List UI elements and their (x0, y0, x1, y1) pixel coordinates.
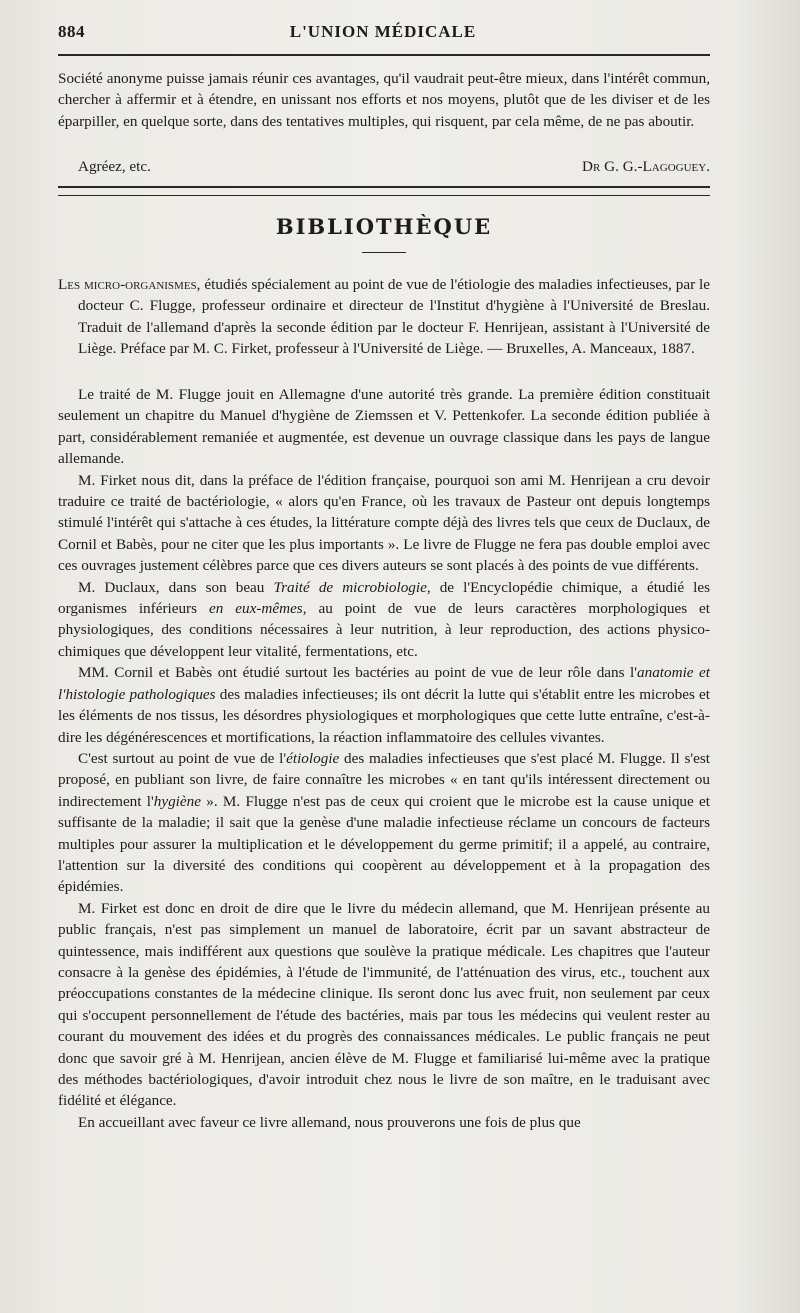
paragraph-7: En accueillant avec faveur ce livre allemand, nous prouverons une fois de plus que (78, 1113, 581, 1131)
reference-details: étudiés spécialement au point de vue de l'étiologie des maladies infectieuses, par le docteur C. Flugge, professeur ordinaire et directeur de l'Institut d'hygiène à l'Université de Breslau. Traduit de l'allemand d'après la seconde édition par le docteur F. Henrijean, assistant à l'Université de Liège. Préface par M. C. Firket, professeur à l'Université de Liège. — Bruxelles, A. Manceaux, 1887. (78, 276, 711, 358)
letter-signature: Dr G. G.-Lagoguey. (582, 158, 710, 175)
paragraph-5 (58, 748, 710, 898)
review-body (58, 384, 710, 1133)
p5-text-a: C'est surtout au point de vue de l' (78, 749, 287, 767)
p3-italic-title: Traité de microbiologie (273, 578, 427, 596)
paragraph-6: M. Firket est donc en droit de dire que le livre du médecin allemand, que M. Henrijean présente au public français, n'est pas simplement un manuel de laboratoire, écrit par un savant abstracteur de quintessence, mais indifférent aux questions que soulève la pratique médicale. Les chapitres que l'auteur consacre à la genèse des épidémies, à l'étude de l'immunité, de l'atténuation des virus, etc., touchent aux préoccupations constantes de la médecine clinique. Ils seront donc lus avec fruit, non seulement par ceux qui s'occupent personnellement de l'étude des bactéries, mais par tous les médecins qui veulent rester au courant du mouvement des idées et du progrès des connaissances médicales. Le public français ne peut donc que savoir gré à M. Henrijean, ancien élève de M. Flugge et familiarisé lui-même avec la pratique des méthodes bactériologiques, d'avoir introduit chez nous le livre de son maître, en le traduisant avec fidélité et élégance. (58, 899, 710, 1110)
p5-text-b: des maladies infectieuses que s'est placé M. Flugge. Il s'est proposé, en publiant son livre, de faire connaître les microbes « en tant qu'ils intéressent directement ou indirectement l' (58, 749, 710, 810)
paragraph-2: M. Firket nous dit, dans la préface de l'édition française, pourquoi son ami M. Henrijean a cru devoir traduire ce traité de bactériologie, « alors qu'en France, où les travaux de Pasteur ont depuis longtemps stimulé l'intérêt qui s'attache à ces études, la littérature compte déjà des livres tels que ceux de Duclaux, de Cornil et Babès, pour ne citer que les plus importants ». Le livre de Flugge ne fera pas double emploi avec ces ouvrages justement célèbres parce que ces divers auteurs se sont placés à des points de vue différents. (58, 471, 710, 575)
header-rule (58, 54, 710, 56)
p5-italic-hygiene: hygiène (153, 792, 201, 810)
p5-text-c: ». M. Flugge n'est pas de ceux qui croient que le microbe est la cause unique et suffisante de la maladie; il sait que la genèse d'une maladie infectieuse réclame un concours de facteurs multiples pour assurer la multiplication et le développement du germe primitif; il a appelé, au contraire, l'attention sur la diversité des conditions qui coopèrent au développement et à la propagation des épidémies. (58, 792, 710, 896)
p4-text-b: des maladies infectieuses; ils ont décrit la lutte qui s'établit entre les microbes et les éléments de nos tissus, les désordres physiologiques et morphologiques que cette lutte entraîne, c'est-à-dire les dégénérescences et mortifications, la réaction inflammatoire des cellules vivantes. (58, 685, 711, 746)
reference-entry (58, 274, 710, 360)
section-divider (58, 186, 710, 196)
p3-text-b: , de l'Encyclopédie chimique, a étudié les organismes inférieurs (58, 578, 710, 618)
p4-italic-phrase: anatomie et l'histologie pathologiques (58, 664, 710, 703)
p5-italic-etiologie: étiologie (286, 749, 340, 767)
letter-paragraph: Société anonyme puisse jamais réunir ces avantages, qu'il vaudrait peut-être mieux, dans l'intérêt commun, chercher à affermir et à étendre, en unissant nos efforts et nos moyens, plutôt que de les diviser et de les éparpiller, en quelque sorte, dans des tentatives multiples, qui risquent, par cela même, de ne pas aboutir. (58, 70, 710, 130)
page-number: 884 (58, 22, 85, 41)
running-head (58, 22, 708, 50)
paragraph-4 (58, 662, 710, 748)
p4-text-a: MM. Cornil et Babès ont étudié surtout les bactéries au point de vue de leur rôle dans l' (78, 664, 637, 682)
book-reference (58, 274, 710, 360)
p3-text-c: , au point de vue de leurs caractères morphologiques et physiologiques, des conditions nécessaires à leur nutrition, à leur reproduction, des actions physico-chimiques que développent leur vitalité, fermentations, etc. (58, 600, 711, 660)
p3-text-a: M. Duclaux, dans son beau (78, 578, 274, 596)
paragraph-1: Le traité de M. Flugge jouit en Allemagne d'une autorité très grande. La première édition constituait seulement un chapitre du Manuel d'hygiène de Ziemssen et V. Pettenkofer. La seconde édition publiée à part, considérablement remaniée et augmentée, est devenue un ouvrage classique dans les pays de langue allemande. (58, 386, 710, 468)
paragraph-3 (58, 577, 710, 663)
journal-title: L'UNION MÉDICALE (289, 22, 477, 41)
letter-closing-text (58, 68, 710, 132)
section-title: BIBLIOTHÈQUE (275, 214, 493, 239)
letter-closing: Agréez, etc. (78, 158, 151, 175)
p3-italic-phrase: en eux-mêmes (208, 600, 303, 618)
reference-lead: Les micro-organismes, (58, 276, 201, 293)
title-dash (362, 252, 406, 253)
